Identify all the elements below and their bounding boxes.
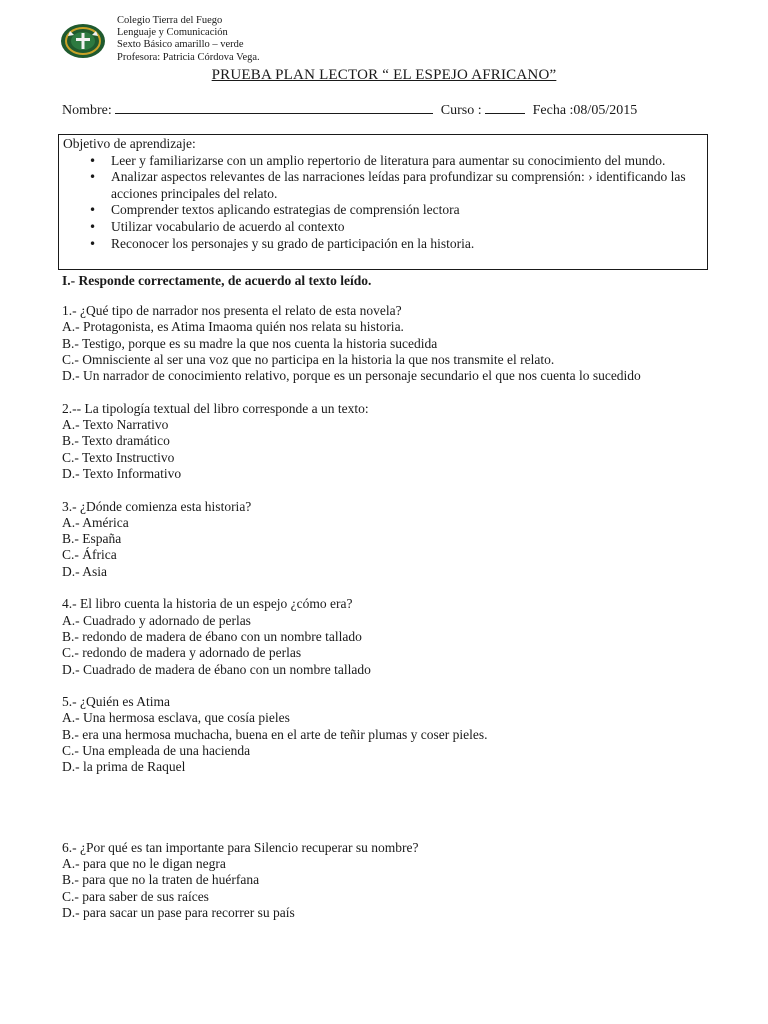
school-name: Colegio Tierra del Fuego [117, 15, 223, 26]
answer-option[interactable]: D.- Texto Informativo [62, 465, 182, 481]
objective-item: • Leer y familiarizarse con un amplio repertorio de literatura para aumentar su conocimiento del mundo. [111, 153, 703, 170]
answer-option[interactable]: D.- Un narrador de conocimiento relativo, porque es un personaje secundario el que nos cuenta lo sucedido [62, 368, 641, 384]
school-crest-icon [60, 23, 106, 59]
learning-objective-box [58, 134, 708, 270]
teacher-name: Profesora: Patricia Córdova Vega. [117, 51, 260, 63]
answer-option[interactable]: A.- para que no le digan negra [62, 855, 226, 871]
name-field[interactable] [115, 101, 433, 114]
question-text: 5.- ¿Quién es Atima [62, 694, 170, 710]
school-header [60, 15, 720, 67]
answer-option[interactable]: A.- Protagonista, es Atima Imaoma quién nos relata su historia. [62, 319, 404, 335]
answer-option[interactable]: B.- Testigo, porque es su madre la que nos cuenta la historia sucedida [62, 335, 438, 351]
answer-option[interactable]: B.- para que no la traten de huérfana [62, 872, 260, 888]
objective-heading: Objetivo de aprendizaje: [63, 136, 196, 151]
answer-option[interactable]: D.- para sacar un pase para recorrer su país [62, 904, 295, 920]
answer-option[interactable]: B.- redondo de madera de ébano con un nombre tallado [62, 628, 362, 644]
question-text: 6.- ¿Por qué es tan importante para Silencio recuperar su nombre? [62, 839, 419, 855]
question-3 [62, 499, 712, 580]
question-5 [62, 694, 712, 775]
course-field[interactable] [485, 101, 525, 114]
answer-option[interactable]: D.- Cuadrado de madera de ébano con un nombre tallado [62, 661, 371, 677]
school-info [117, 15, 260, 64]
answer-option[interactable]: C.- Una empleada de una hacienda [62, 743, 251, 759]
answer-option[interactable]: D.- la prima de Raquel [62, 759, 186, 775]
course-name: Sexto Básico amarillo – verde [117, 39, 244, 51]
question-4 [62, 596, 712, 677]
section-instructions: I.- Responde correctamente, de acuerdo al texto leído. [62, 273, 372, 288]
question-6 [62, 840, 712, 921]
objective-list [63, 153, 703, 253]
answer-option[interactable]: A.- Cuadrado y adornado de perlas [62, 612, 251, 628]
answer-option[interactable]: C.- Texto Instructivo [62, 449, 175, 465]
objective-item: • Comprender textos aplicando estrategias de comprensión lectora [111, 202, 703, 219]
answer-option[interactable]: C.- África [62, 547, 117, 563]
answer-option[interactable]: D.- Asia [62, 563, 107, 579]
objective-item: • Utilizar vocabulario de acuerdo al contexto [111, 219, 703, 236]
answer-option[interactable]: B.- Texto dramático [62, 433, 170, 449]
answer-option[interactable]: C.- redondo de madera y adornado de perlas [62, 645, 302, 661]
answer-option[interactable]: C.- Omnisciente al ser una voz que no participa en la historia la que nos transmite el relato. [62, 351, 555, 367]
exam-title: PRUEBA PLAN LECTOR “ EL ESPEJO AFRICANO” [211, 67, 557, 83]
answer-option[interactable]: C.- para saber de sus raíces [62, 888, 209, 904]
question-text: 3.- ¿Dónde comienza esta historia? [62, 498, 252, 514]
name-label: Nombre: [62, 103, 116, 118]
question-text: 1.- ¿Qué tipo de narrador nos presenta el relato de esta novela? [62, 303, 402, 318]
questions-list [62, 303, 712, 937]
question-1 [62, 303, 712, 384]
answer-option[interactable]: A.- Texto Narrativo [62, 417, 169, 433]
question-text: 4.- El libro cuenta la historia de un espejo ¿cómo era? [62, 596, 353, 612]
question-text: 2.-- La tipología textual del libro corresponde a un texto: [62, 400, 369, 416]
question-2 [62, 401, 712, 482]
date-label: Fecha :08/05/2015 [532, 103, 638, 118]
objective-item: • Reconocer los personajes y su grado de participación en la historia. [111, 236, 703, 253]
answer-option[interactable]: A.- Una hermosa esclava, que cosía pieles [62, 710, 290, 726]
course-label: Curso : [440, 103, 486, 118]
objective-item: • Analizar aspectos relevantes de las narraciones leídas para profundizar su comprensión: › identificando las acciones principales del relato. [111, 169, 703, 202]
answer-option[interactable]: B.- era una hermosa muchacha, buena en el arte de teñir plumas y coser pieles. [62, 726, 488, 742]
answer-option[interactable]: A.- América [62, 514, 129, 530]
student-info-line [62, 101, 637, 119]
subject-name: Lenguaje y Comunicación [117, 27, 228, 39]
answer-option[interactable]: B.- España [62, 531, 122, 547]
